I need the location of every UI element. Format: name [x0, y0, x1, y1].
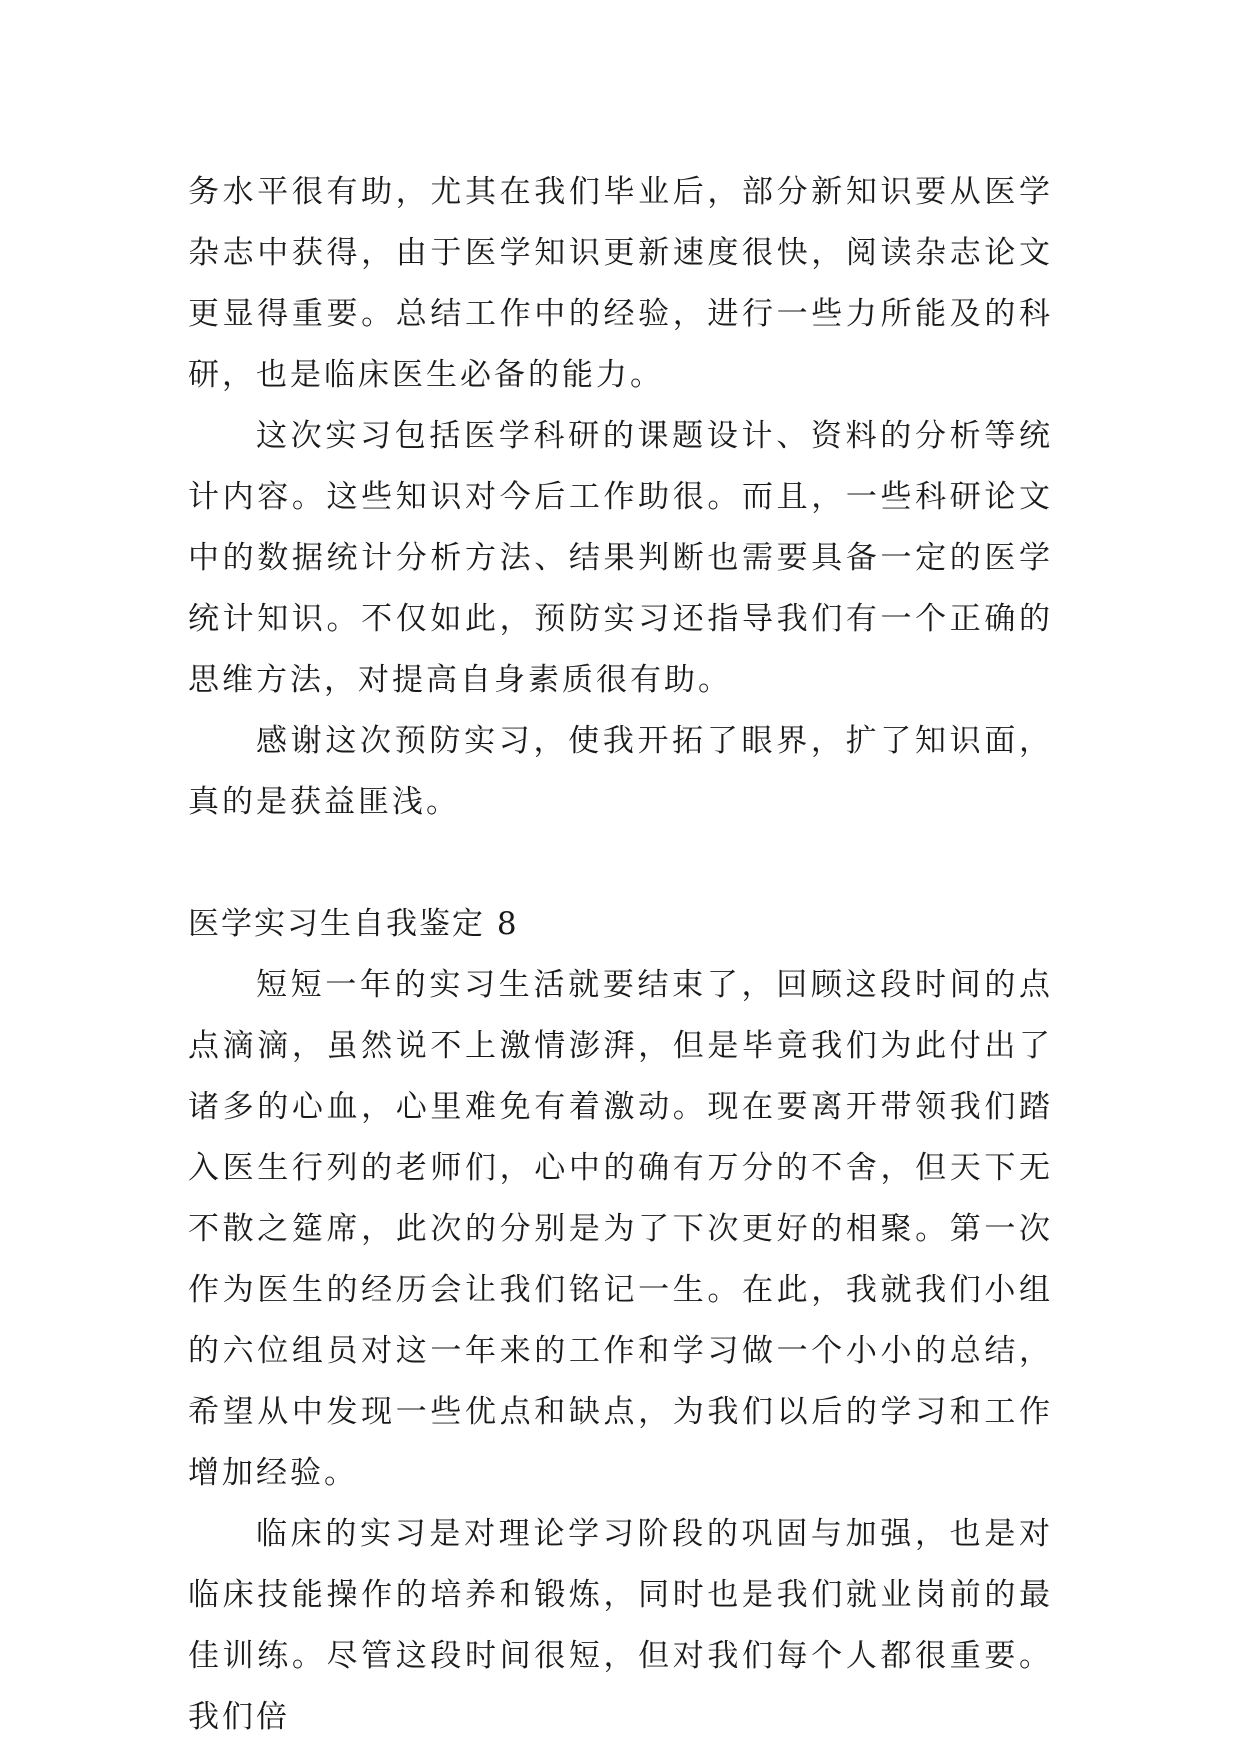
paragraph-5: 临床的实习是对理论学习阶段的巩固与加强，也是对临床技能操作的培养和锻炼，同时也是我们就业岗前的最佳训练。尽管这段时间很短，但对我们每个人都很重要。我们倍 [188, 1516, 1053, 1735]
section-heading: 医学实习生自我鉴定 8 [188, 906, 519, 942]
document-body [188, 162, 1053, 1748]
paragraph-2: 这次实习包括医学科研的课题设计、资料的分析等统计内容。这些知识对今后工作助很。而且，一些科研论文中的数据统计分析方法、结果判断也需要具备一定的医学统计知识。不仅如此，预防实习还指导我们有一个正确的思维方法，对提高自身素质很有助。 [188, 418, 1053, 698]
paragraph-1: 务水平很有助，尤其在我们毕业后，部分新知识要从医学杂志中获得，由于医学知识更新速度很快，阅读杂志论文更显得重要。总结工作中的经验，进行一些力所能及的科研，也是临床医生必备的能力。 [188, 174, 1053, 393]
paragraph-4: 短短一年的实习生活就要结束了，回顾这段时间的点点滴滴，虽然说不上激情澎湃，但是毕竟我们为此付出了诸多的心血，心里难免有着激动。现在要离开带领我们踏入医生行列的老师们，心中的确有万分的不舍，但天下无不散之筵席，此次的分别是为了下次更好的相聚。第一次作为医生的经历会让我们铭记一生。在此，我就我们小组的六位组员对这一年来的工作和学习做一个小小的总结，希望从中发现一些优点和缺点，为我们以后的学习和工作增加经验。 [188, 967, 1053, 1491]
paragraph-3: 感谢这次预防实习，使我开拓了眼界，扩了知识面，真的是获益匪浅。 [188, 723, 1053, 820]
